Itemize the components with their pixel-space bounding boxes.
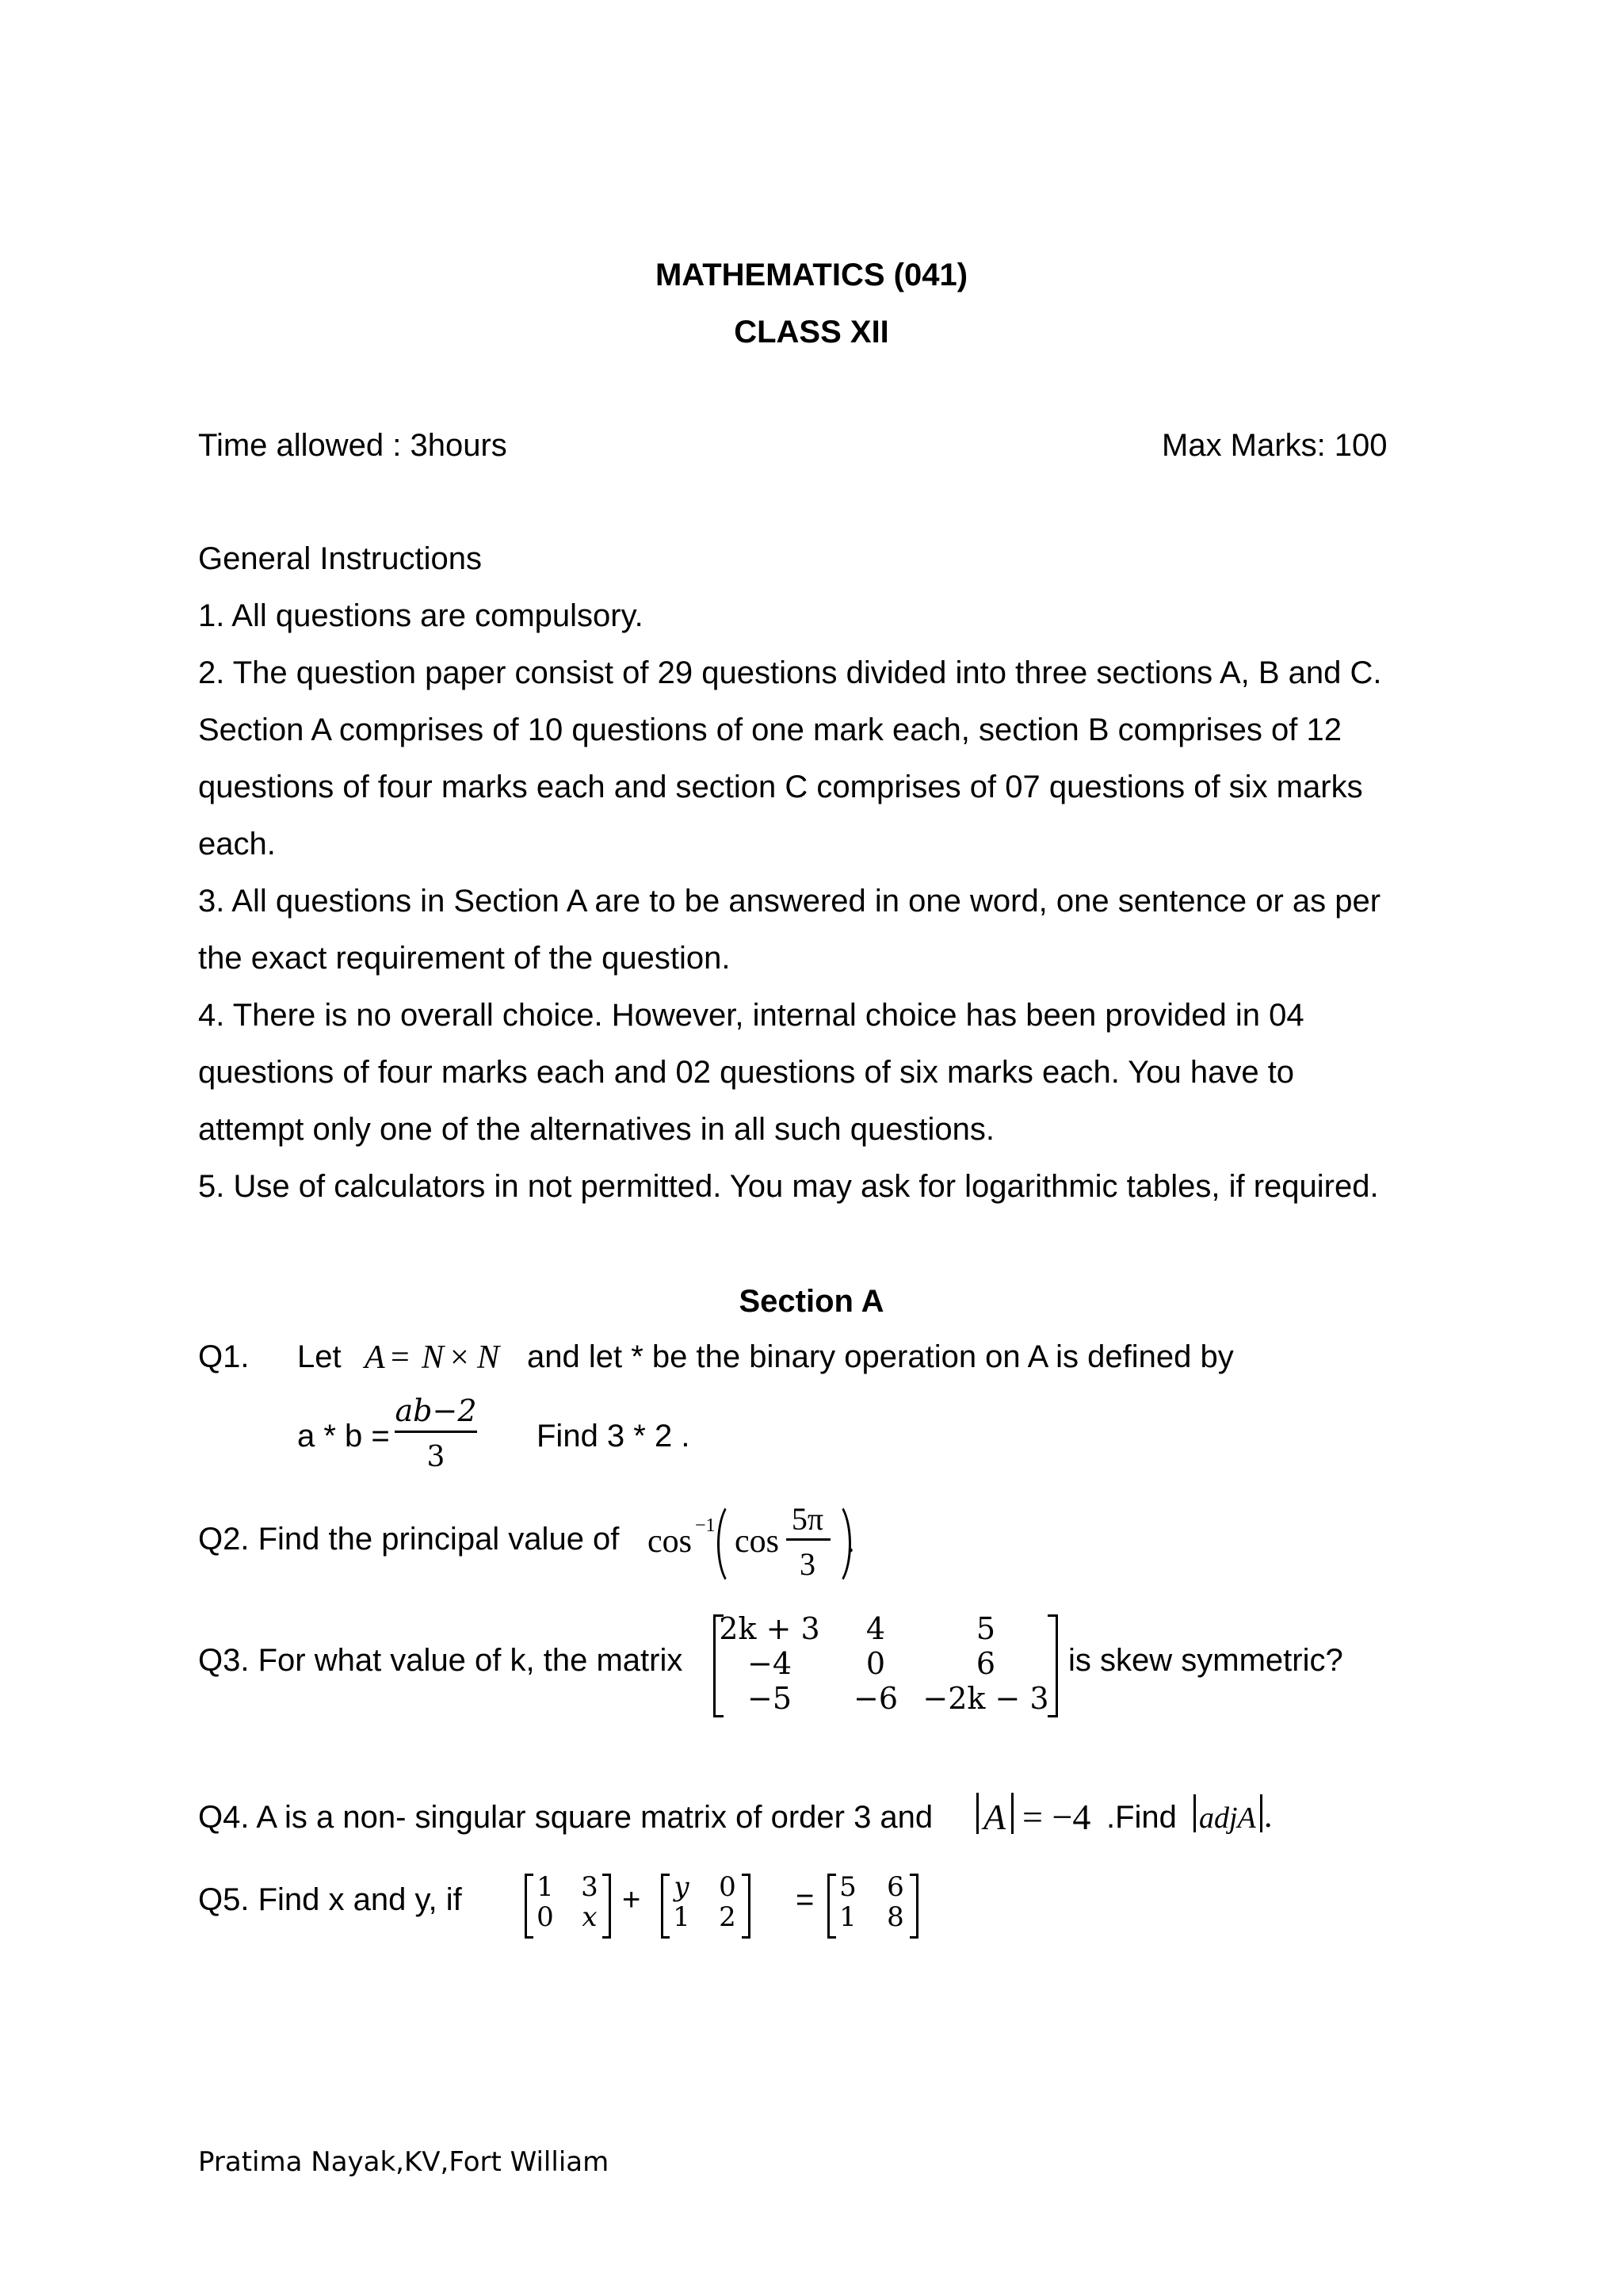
instruction-line: Section A comprises of 10 questions of one mark each, section B comprises of 12 — [198, 712, 1342, 747]
q3-matrix-cell: 6 — [976, 1646, 996, 1681]
q4-adj: adjA — [1199, 1801, 1256, 1835]
q3-matrix-cell: −5 — [747, 1681, 792, 1716]
q5-text: Q5. Find x and y, if — [198, 1882, 462, 1917]
subject-title: MATHEMATICS (041) — [655, 258, 968, 292]
q2-cos-inner: cos — [735, 1523, 779, 1560]
q5-m1-cell: 3 — [581, 1871, 598, 1903]
q1-let: Let — [297, 1339, 342, 1374]
q3-matrix-cell: −4 — [747, 1646, 792, 1681]
q1-fraction-bar — [395, 1431, 477, 1433]
q5-m2-cell: 0 — [719, 1871, 736, 1903]
q3-matrix-cell: 5 — [976, 1611, 996, 1646]
q1-denominator: 3 — [426, 1441, 445, 1473]
q4-text: Q4. A is a non- singular square matrix of order 3 and — [198, 1800, 934, 1835]
q5-m3-right-bracket — [910, 1874, 918, 1939]
q1-times: × — [450, 1339, 469, 1376]
q1-set-a: A — [365, 1339, 385, 1376]
q3-matrix-cell: 2k + 3 — [719, 1611, 820, 1646]
q5-m1-cell: 0 — [537, 1901, 554, 1933]
class-title: CLASS XII — [734, 315, 889, 350]
instruction-line: 5. Use of calculators in not permitted. You may ask for logarithmic tables, if required. — [198, 1169, 1379, 1204]
q5-m2-right-bracket — [742, 1874, 750, 1939]
q2-denominator: 3 — [800, 1546, 815, 1582]
instruction-line: attempt only one of the alternatives in all such questions. — [198, 1112, 995, 1147]
instruction-line: 3. All questions in Section A are to be answered in one word, one sentence or as per — [198, 884, 1381, 919]
q3-matrix-cell: −6 — [853, 1681, 899, 1716]
q4-period: . — [1264, 1798, 1273, 1835]
q2-inverse: −1 — [695, 1515, 716, 1536]
q5-m1-cell: 1 — [537, 1871, 554, 1903]
q5-m3-cell: 1 — [839, 1901, 857, 1933]
instruction-line: each. — [198, 827, 276, 861]
q2-text: Q2. Find the principal value of — [198, 1522, 620, 1557]
q5-m1-right-bracket — [602, 1874, 611, 1939]
q3-matrix-cell: 4 — [865, 1611, 886, 1646]
footer-author: Pratima Nayak,KV,Fort William — [198, 2146, 609, 2178]
q4-adj-bar-left — [1193, 1794, 1196, 1832]
q2-numerator: 5π — [791, 1501, 824, 1537]
q5-m3-cell: 6 — [887, 1871, 904, 1903]
q4-det-bar-right — [1011, 1793, 1014, 1834]
q5-m2-cell: 1 — [673, 1901, 690, 1933]
q3-text: Q3. For what value of k, the matrix — [198, 1643, 683, 1678]
instruction-line: questions of four marks each and 02 questions of six marks each. You have to — [198, 1055, 1295, 1090]
time-allowed: Time allowed : 3hours — [198, 428, 507, 463]
q3-matrix-cell: 0 — [865, 1646, 886, 1681]
instruction-line: questions of four marks each and section C comprises of 07 questions of six marks — [198, 770, 1363, 804]
q5-m2-cell: y — [674, 1871, 689, 1903]
q5-m2-cell: 2 — [719, 1901, 736, 1933]
q3-matrix-cell: −2k − 3 — [922, 1681, 1049, 1716]
q4-det-value: = −4 — [1022, 1797, 1091, 1837]
max-marks: Max Marks: 100 — [1162, 428, 1388, 463]
instruction-line: 2. The question paper consist of 29 questions divided into three sections A, B and C. — [198, 655, 1382, 690]
q4-det-var: A — [983, 1797, 1006, 1837]
q5-m3-cell: 5 — [839, 1871, 857, 1903]
q1-find: Find 3 * 2 . — [537, 1419, 690, 1454]
q1-set-n: N — [477, 1339, 500, 1376]
q5-m3-cell: 8 — [887, 1901, 904, 1933]
q1-set-n: N — [422, 1339, 445, 1376]
q1-lhs: a * b = — [297, 1419, 390, 1454]
q2-period: . — [846, 1523, 855, 1560]
q5-equals: = — [796, 1882, 815, 1917]
q5-m1-cell: x — [582, 1901, 598, 1933]
q1-numerator: ab−2 — [395, 1393, 477, 1428]
instructions-heading: General Instructions — [198, 541, 482, 576]
section-a-title: Section A — [739, 1284, 884, 1319]
q1-text: and let * be the binary operation on A is defined by — [527, 1339, 1234, 1374]
instruction-line: the exact requirement of the question. — [198, 941, 731, 976]
instruction-line: 1. All questions are compulsory. — [198, 598, 643, 633]
instruction-line: 4. There is no overall choice. However, internal choice has been provided in 04 — [198, 998, 1304, 1033]
q4-det-bar-left — [976, 1793, 979, 1834]
q4-adj-bar-right — [1260, 1794, 1262, 1832]
q3-after-text: is skew symmetric? — [1068, 1643, 1343, 1678]
q1-label: Q1. — [198, 1339, 250, 1374]
q2-cos-outer: cos — [647, 1523, 692, 1560]
q1-equals: = — [391, 1339, 410, 1376]
q3-matrix-right-bracket — [1048, 1614, 1058, 1717]
q5-plus: + — [622, 1882, 641, 1917]
q4-find: .Find — [1106, 1800, 1177, 1835]
